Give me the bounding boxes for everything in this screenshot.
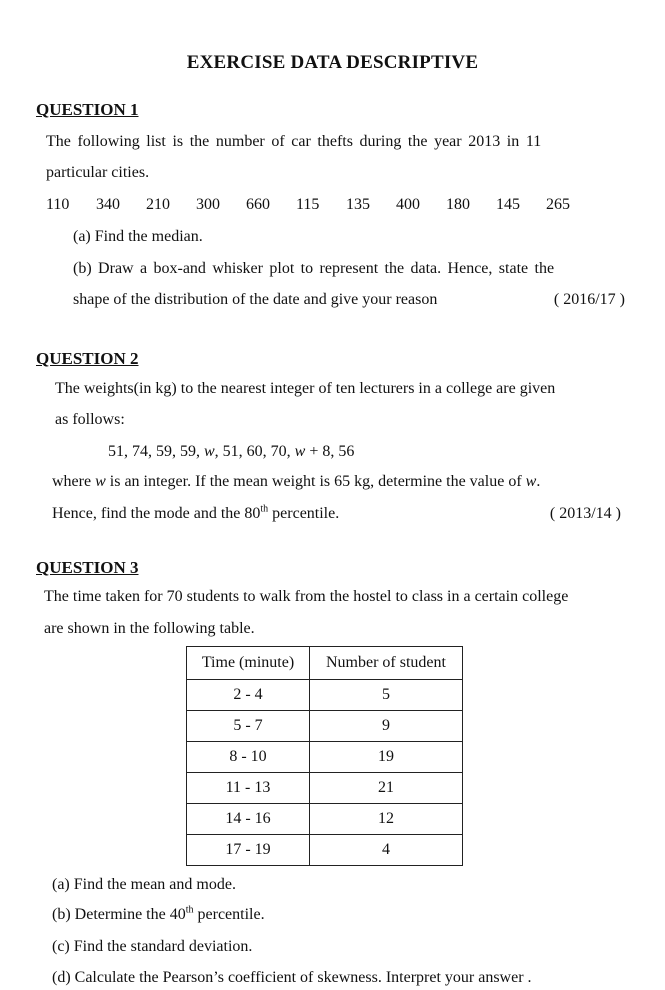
q1-value: 115 [296, 196, 320, 213]
q1-value: 110 [46, 196, 70, 213]
q1-value: 340 [96, 196, 120, 213]
question-1-part-a: (a) Find the median. [73, 228, 203, 245]
question-1-heading: QUESTION 1 [36, 100, 139, 119]
table-header-cell: Time (minute) [187, 647, 310, 680]
q2-variable-w: w [204, 443, 215, 460]
q1-value: 300 [196, 196, 220, 213]
frequency-table [186, 646, 463, 866]
question-3-part-d: (d) Calculate the Pearson’s coefficient of skewness. Interpret your answer . [52, 969, 532, 986]
table-row [187, 742, 463, 773]
page-title: EXERCISE DATA DESCRIPTIVE [186, 52, 479, 73]
q2-variable-w: w [95, 473, 106, 490]
question-2-intro-line-1: The weights(in kg) to the nearest integer of ten lecturers in a college are given [55, 380, 556, 397]
question-3-intro-line-1: The time taken for 70 students to walk from the hostel to class in a certain college [44, 588, 569, 605]
q2-hence-part: Hence, find the mode and the 80 [52, 505, 261, 522]
table-cell-count: 21 [310, 773, 463, 804]
table-row [187, 804, 463, 835]
question-1-part-b-line-1: (b) Draw a box-and whisker plot to represent the data. Hence, state the [73, 260, 555, 277]
table-row [187, 773, 463, 804]
q2-data-part: , 51, 60, 70, [214, 443, 295, 460]
q3-part-b-text: (b) Determine the 40 [52, 906, 186, 923]
q1-part-b-text: shape of the distribution of the date and give your reason [73, 291, 438, 308]
question-2-intro-line-2: as follows: [55, 411, 125, 428]
table-cell-count: 9 [310, 711, 463, 742]
q2-data-part: 51, 74, 59, 59, [108, 443, 204, 460]
q1-year-tag: ( 2016/17 ) [553, 291, 625, 308]
q2-where-part: is an integer. If the mean weight is 65 kg, determine the value of [105, 473, 526, 490]
question-3-intro-line-2: are shown in the following table. [44, 620, 255, 637]
table-cell-time: 5 - 7 [187, 711, 310, 742]
question-3-part-b [52, 906, 265, 924]
table-header-row [187, 647, 463, 680]
q2-variable-w: w [525, 473, 537, 490]
table-cell-time: 8 - 10 [187, 742, 310, 773]
question-2-hence-line [52, 505, 621, 523]
question-1-values [46, 196, 570, 214]
q1-value: 145 [496, 196, 520, 213]
q1-value: 400 [396, 196, 420, 213]
question-1-intro-line-1 [46, 133, 618, 151]
table-cell-count: 4 [310, 835, 463, 866]
question-2-heading: QUESTION 2 [36, 349, 139, 368]
q1-value: 180 [446, 196, 470, 213]
q2-hence-part: percentile. [268, 505, 340, 522]
question-1-intro-line-2: particular cities. [46, 164, 150, 181]
q1-value: 660 [246, 196, 270, 213]
q1-value: 210 [146, 196, 170, 213]
question-3-part-a: (a) Find the mean and mode. [52, 876, 236, 893]
table-cell-time: 2 - 4 [187, 680, 310, 711]
q3-superscript: th [185, 904, 194, 916]
q1-intro-text: The following list is the number of car thefts during the year 2013 in 11 [46, 133, 542, 150]
table-cell-time: 14 - 16 [187, 804, 310, 835]
table-row [187, 680, 463, 711]
table-header-cell: Number of student [310, 647, 463, 680]
table-row [187, 835, 463, 866]
q2-data-part: + 8, 56 [305, 443, 355, 460]
question-2-where-line [52, 473, 540, 491]
q2-hence-text [52, 505, 339, 523]
table-cell-time: 11 - 13 [187, 773, 310, 804]
q2-where-part: where [52, 473, 96, 490]
question-3-part-c: (c) Find the standard deviation. [52, 938, 253, 955]
question-2-data [108, 443, 354, 461]
q1-value: 265 [546, 196, 570, 213]
table-cell-count: 5 [310, 680, 463, 711]
q2-year-tag: ( 2013/14 ) [549, 505, 621, 522]
q2-variable-w: w [294, 443, 306, 460]
q1-value: 135 [346, 196, 370, 213]
table-cell-count: 19 [310, 742, 463, 773]
q2-where-part: . [536, 473, 541, 490]
table-cell-time: 17 - 19 [187, 835, 310, 866]
q3-part-b-text: percentile. [193, 906, 265, 923]
table-cell-count: 12 [310, 804, 463, 835]
question-1-part-b-line-2 [73, 291, 625, 309]
question-3-heading: QUESTION 3 [36, 558, 139, 577]
q2-superscript: th [260, 503, 269, 515]
table-row [187, 711, 463, 742]
